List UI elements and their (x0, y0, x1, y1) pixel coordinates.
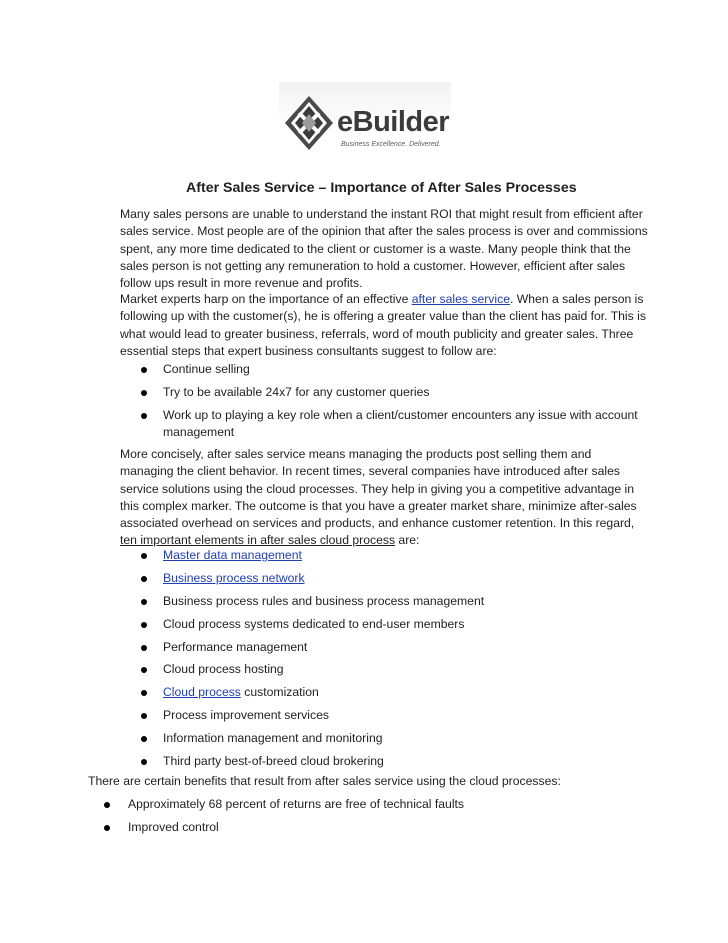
list-item-continuation: management (163, 425, 235, 439)
after-sales-service-link[interactable]: after sales service (411, 292, 510, 306)
bullet-icon (104, 825, 110, 831)
bullet-icon (141, 759, 147, 765)
ebuilder-logo (279, 82, 451, 166)
list-item-text: customization (240, 685, 319, 699)
list-item: Business process rules and business process management (163, 594, 485, 608)
list-item: Work up to playing a key role when a client/customer encounters any issue with account (163, 408, 638, 422)
second-paragraph (120, 291, 648, 360)
second-paragraph-text-a: Market experts harp on the importance of an effective (120, 292, 412, 306)
document-title: After Sales Service – Importance of After Sales Processes (186, 180, 577, 196)
third-paragraph (120, 446, 648, 550)
bullet-icon (141, 645, 147, 651)
list-item (163, 547, 302, 564)
list-item: Cloud process systems dedicated to end-user members (163, 617, 465, 631)
list-item (163, 570, 305, 587)
master-data-management-link[interactable]: Master data management (163, 548, 302, 562)
bullet-icon (141, 599, 147, 605)
list-item: Try to be available 24x7 for any customer queries (163, 385, 430, 399)
bullet-icon (141, 667, 147, 673)
bullet-icon (141, 736, 147, 742)
bullet-icon (141, 390, 147, 396)
list-item: Continue selling (163, 362, 250, 376)
logo-tagline: Business Excellence. Delivered. (341, 141, 441, 148)
ten-elements-link[interactable]: ten important elements in after sales cloud process (120, 533, 396, 548)
list-item (163, 684, 319, 701)
benefits-intro: There are certain benefits that result from after sales service using the cloud processes: (88, 774, 561, 788)
intro-paragraph: Many sales persons are unable to understand the instant ROI that might result from efficient after sales service. Most people are of the opinion that after the sales process is over and commissions spent, any more time dedicated to the client or customer is a waste. Many people think that the sales person is not getting any remuneration to hold a customer. However, efficient after sales follow ups result in more revenue and profits. (120, 207, 648, 291)
bullet-icon (141, 413, 147, 419)
list-item: Performance management (163, 640, 308, 654)
cloud-process-link[interactable]: Cloud process (163, 685, 241, 699)
bullet-icon (141, 622, 147, 628)
list-item: Process improvement services (163, 708, 329, 722)
list-item: Cloud process hosting (163, 662, 284, 676)
bullet-icon (141, 553, 147, 559)
business-process-network-link[interactable]: Business process network (163, 571, 305, 585)
bullet-icon (141, 690, 147, 696)
bullet-icon (141, 367, 147, 373)
second-paragraph-text-b: . When a sales person is following up with the customer(s), he is offering a greater value than the client has paid for. This is what would lead to greater business, referrals, word of mouth publicity and greater sales. Three essential steps that expert business consultants suggest to follow are: (120, 292, 646, 358)
bullet-icon (141, 713, 147, 719)
bullet-icon (141, 576, 147, 582)
logo-brand-text: eBuilder (337, 106, 450, 138)
list-item: Information management and monitoring (163, 731, 383, 745)
list-item: Approximately 68 percent of returns are free of technical faults (128, 797, 465, 811)
third-paragraph-text: More concisely, after sales service means managing the products post selling them and managing the client behavior. In recent times, several companies have introduced after sales service solutions using the cloud processes. They help in giving you a competitive advantage in this complex marker. The outcome is that you have a greater market share, minimize after-sales associated overhead on services and products, and enhance customer retention. In this regard, (120, 447, 637, 531)
list-item: Improved control (128, 820, 219, 834)
diamond-logo-icon (285, 96, 333, 150)
bullet-icon (104, 802, 110, 808)
list-item: Third party best-of-breed cloud brokering (163, 754, 384, 768)
third-paragraph-suffix: are: (395, 533, 420, 548)
